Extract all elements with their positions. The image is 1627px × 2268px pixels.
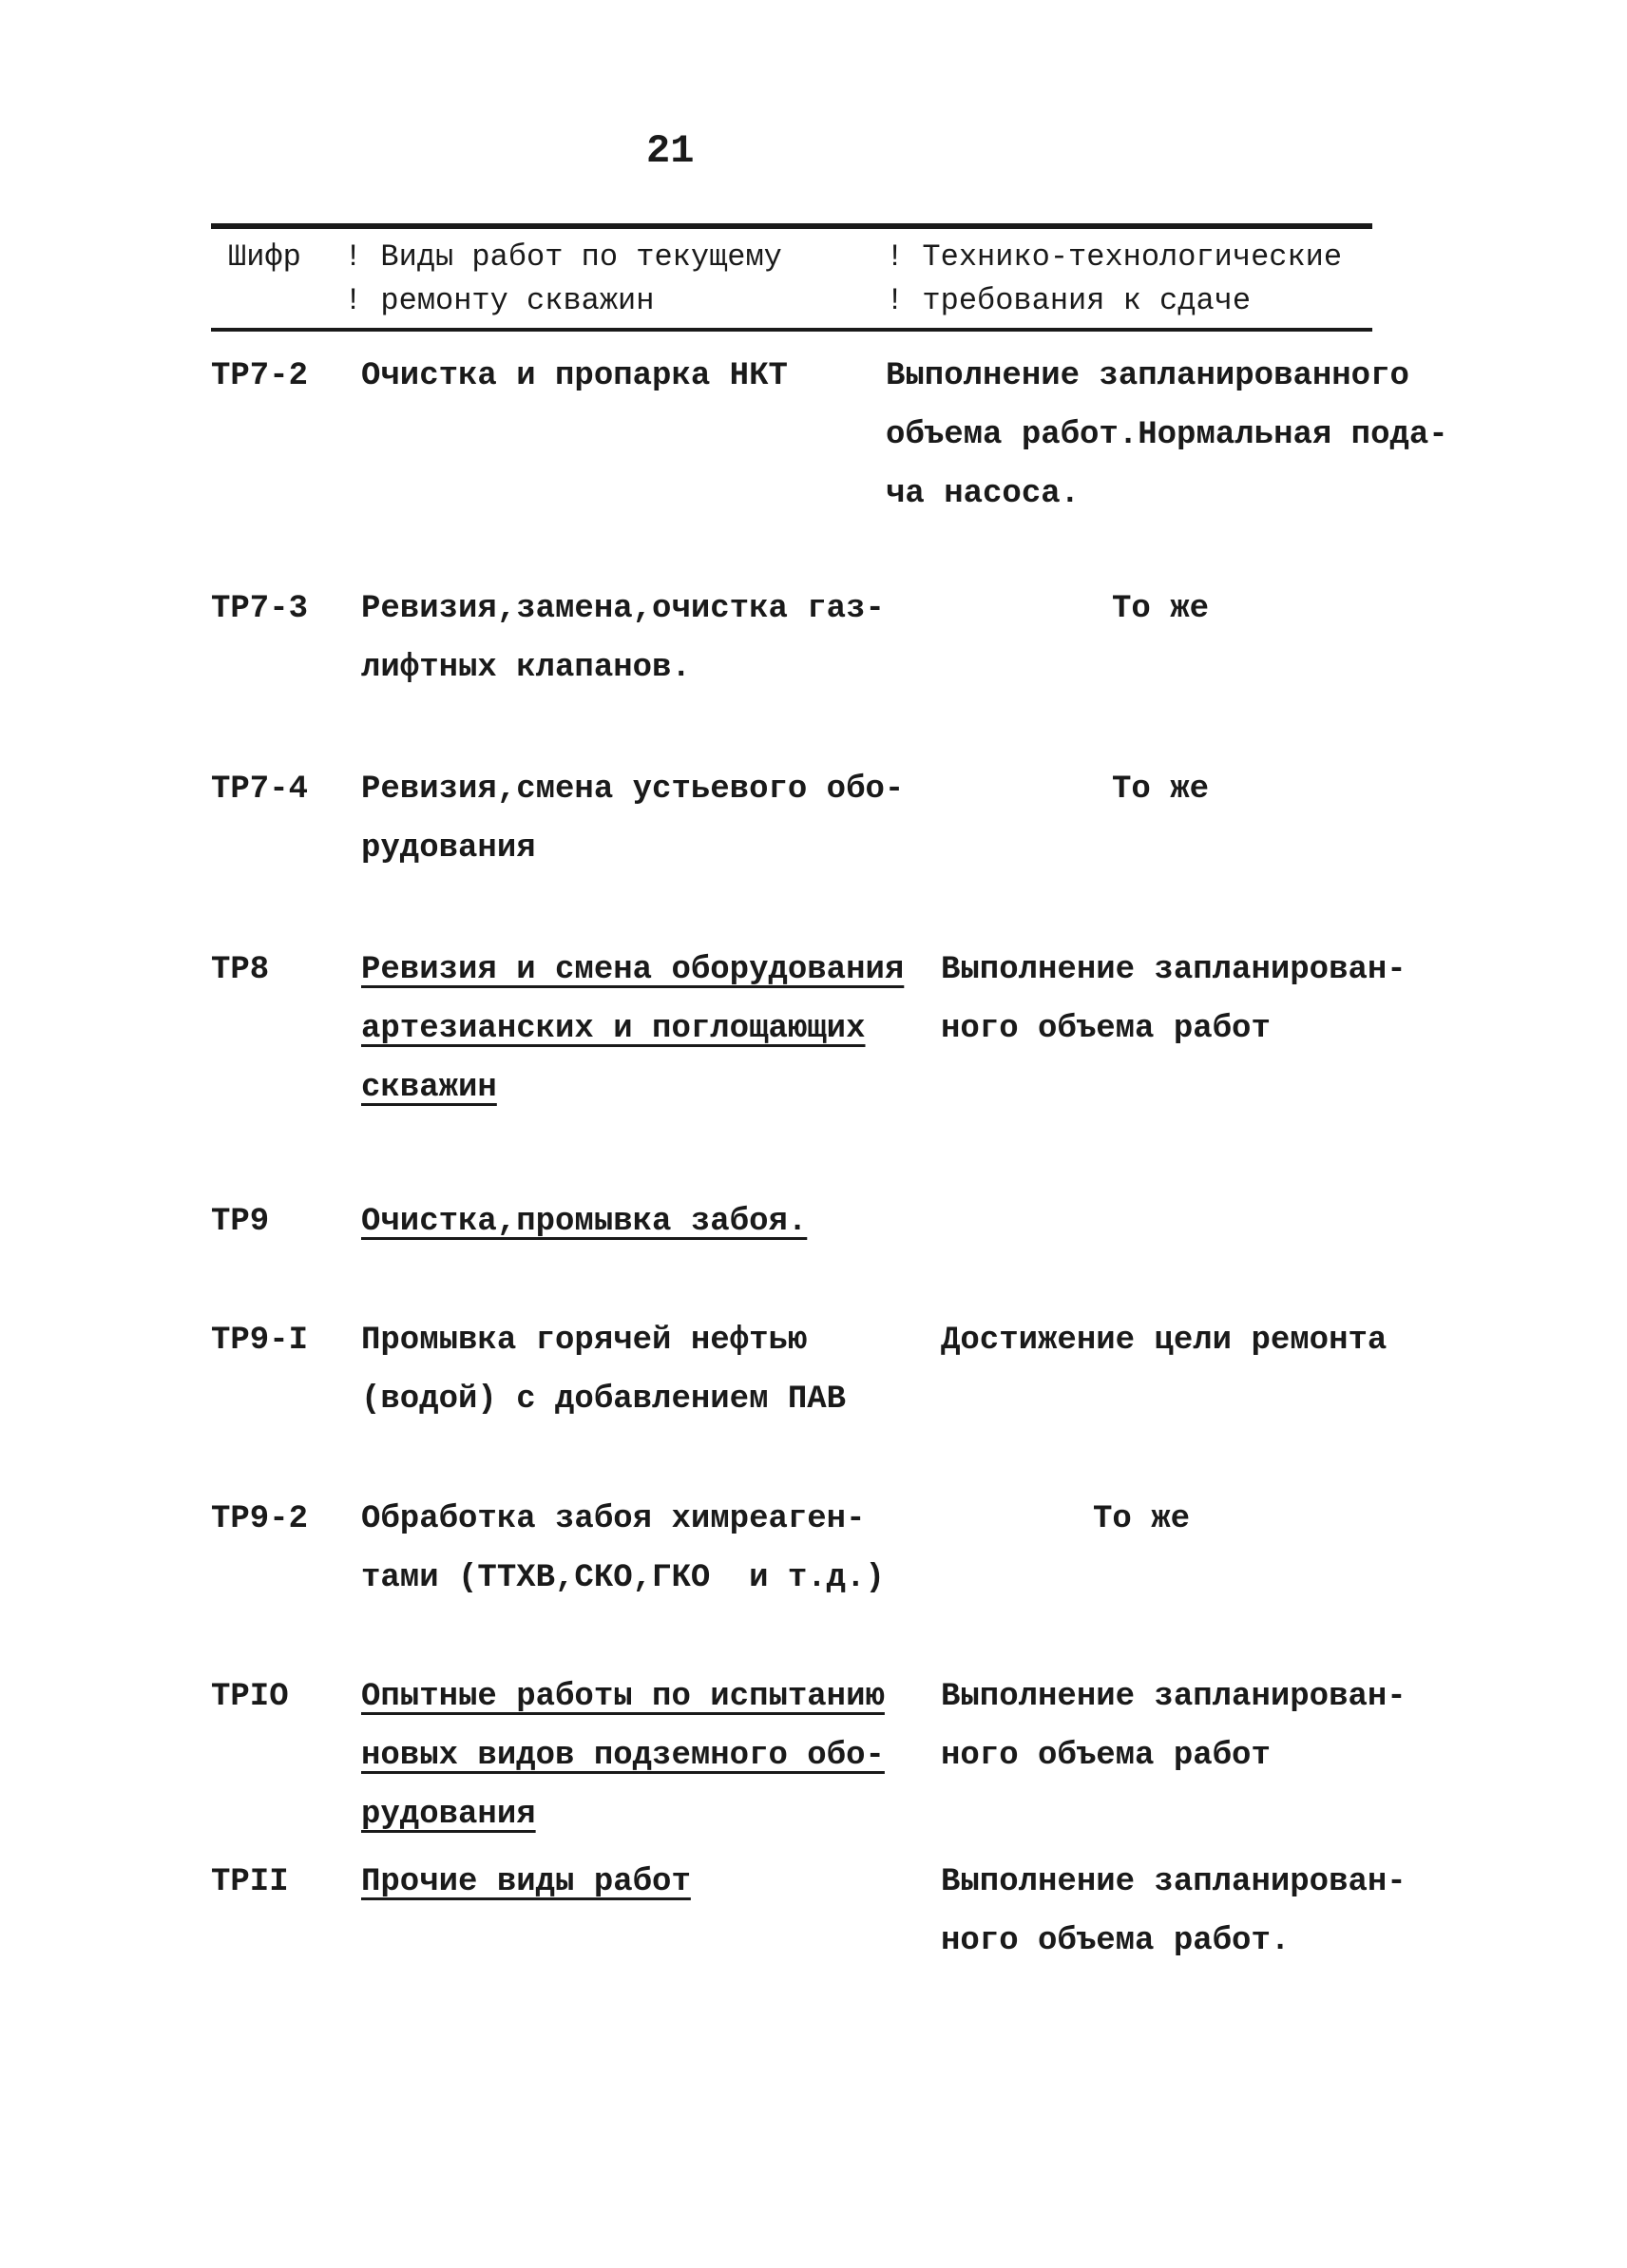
work-line: Прочие виды работ [361,1864,691,1900]
work-line: лифтных клапанов. [361,650,691,686]
work-line: Ревизия,замена,очистка газ- [361,591,885,627]
row-code: ТР7-4 [211,772,309,808]
row-work [361,1490,885,1608]
req-line: Выполнение запланирован- [941,952,1407,988]
row-requirement [941,1311,1387,1370]
work-line: новых видов подземного обо- [361,1738,885,1774]
req-line: Выполнение запланирован- [941,1864,1407,1900]
row-work [361,1311,846,1429]
row-work [361,1192,807,1251]
row-work [361,941,904,1117]
work-line: Ревизия,смена устьевого обо- [361,772,905,808]
req-line: ного объема работ [941,1738,1271,1774]
row-requirement [941,1668,1407,1785]
work-line: Очистка и пропарка НКТ [361,358,788,394]
req-line: ного объема работ [941,1011,1271,1047]
work-line: Обработка забоя химреаген- [361,1501,866,1537]
row-code: ТР8 [211,952,270,988]
work-line: Промывка горячей нефтью [361,1323,808,1359]
row-requirement [1112,580,1209,638]
header-works [344,236,782,323]
row-work [361,760,904,878]
req-line: ча насоса. [886,476,1081,512]
row-code: ТРIO [211,1679,289,1715]
header-requirements [886,236,1342,323]
row-requirement [941,941,1407,1058]
row-requirement [886,347,1448,524]
work-line: Ревизия и смена оборудования [361,952,905,988]
row-work [361,1668,885,1844]
row-requirement [941,1853,1407,1971]
work-line: (водой) с добавлением ПАВ [361,1382,847,1418]
req-line: Выполнение запланированного [886,358,1409,394]
work-line: рудования [361,830,536,867]
row-requirement [1093,1490,1190,1549]
header-req-line2: ! требования к сдаче [886,283,1252,318]
work-line: Очистка,промывка забоя. [361,1204,808,1240]
req-line: Достижение цели ремонта [941,1323,1388,1359]
row-work [361,347,788,406]
page-number: 21 [646,128,695,174]
work-line: скважин [361,1070,497,1106]
req-line: ного объема работ. [941,1923,1291,1959]
req-line: То же [1093,1501,1191,1537]
req-line: То же [1112,591,1210,627]
header-req-line1: ! Технико-технологические [886,239,1343,275]
work-line: артезианских и поглощающих [361,1011,866,1047]
row-work [361,1853,691,1912]
row-code: ТР9-2 [211,1501,309,1537]
req-line: То же [1112,772,1210,808]
req-line: объема работ.Нормальная пода- [886,417,1448,453]
row-code: ТРII [211,1864,289,1900]
row-code: ТР7-3 [211,591,309,627]
table-top-rule [211,223,1372,229]
row-code: ТР9-I [211,1323,309,1359]
work-line: тами (ТТХВ,СКО,ГКО и т.д.) [361,1560,885,1596]
row-code: ТР9 [211,1204,270,1240]
header-code: Шифр [228,239,301,275]
row-requirement [1112,760,1209,819]
row-work [361,580,885,697]
header-works-line1: ! Виды работ по текущему [344,239,782,275]
req-line: Выполнение запланирован- [941,1679,1407,1715]
row-code: ТР7-2 [211,358,309,394]
work-line: рудования [361,1797,536,1833]
work-line: Опытные работы по испытанию [361,1679,885,1715]
table-header-rule [211,328,1372,332]
header-works-line2: ! ремонту скважин [344,283,655,318]
